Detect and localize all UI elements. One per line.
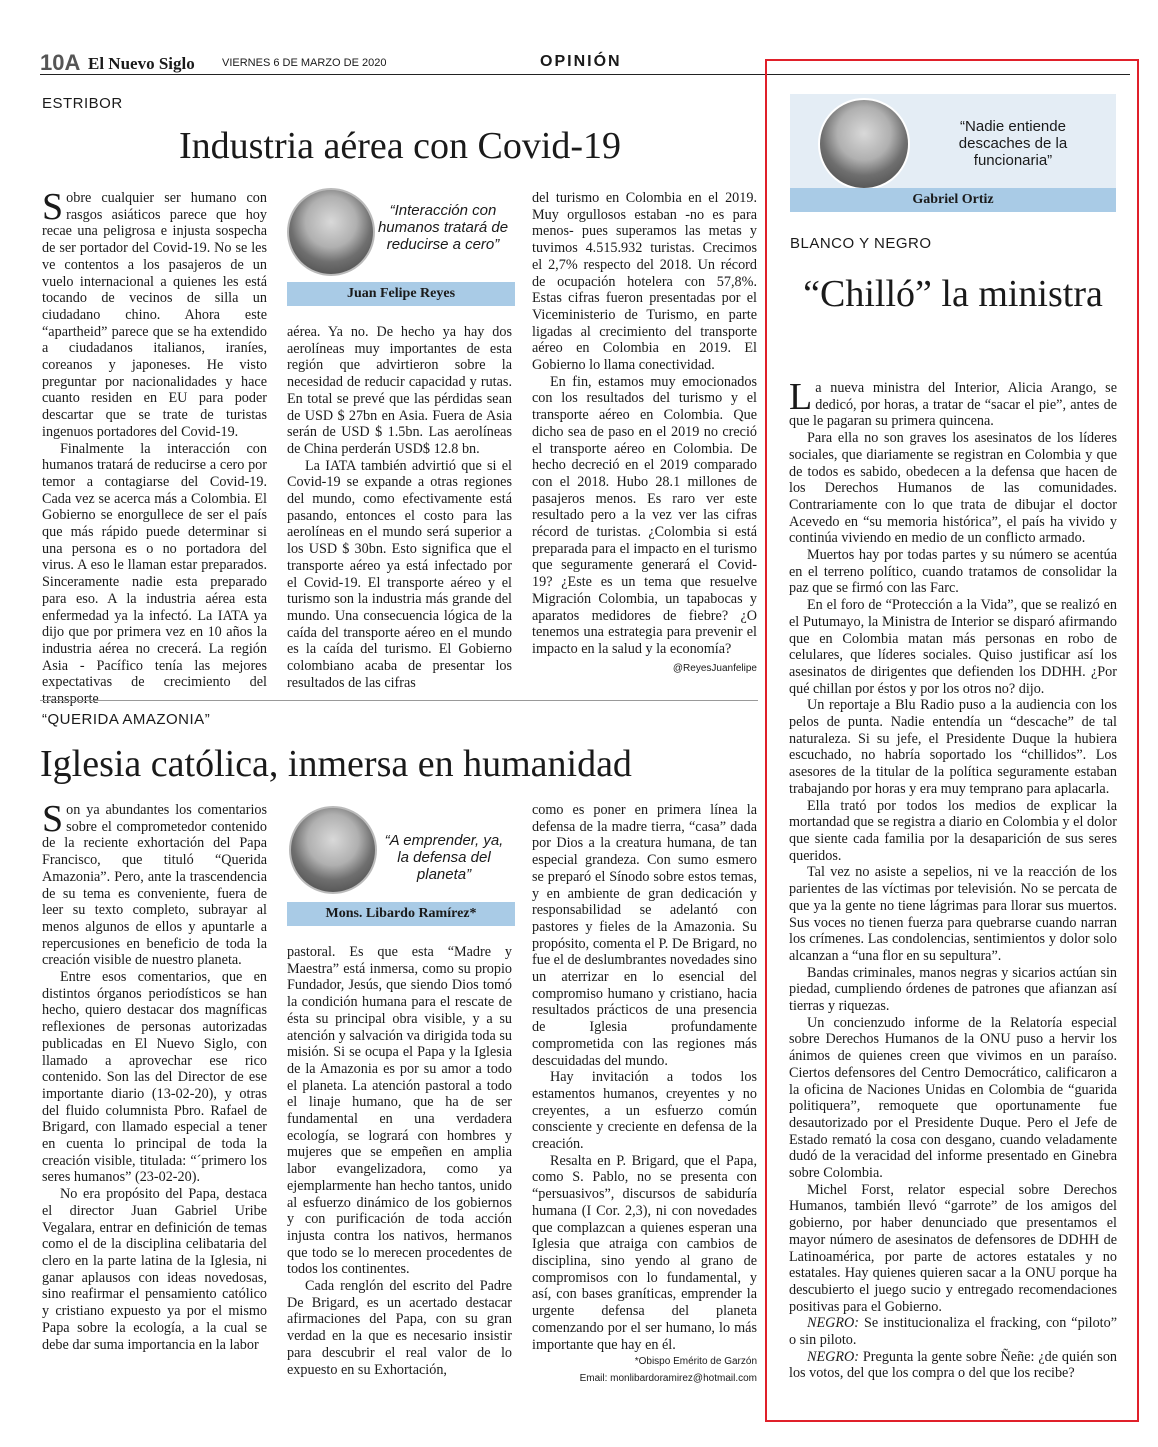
pull-quote: “Interacción con humanos tratará de reducirse a cero” — [377, 202, 509, 253]
article2-column-1: Son ya abundantes los comentarios sobre el comprometedor contenido de la reciente exhortación del Papa Francisco, que tituló “Querida Amazonia”. Pero, ante la trascendencia de su tema es conveniente, fuera de leer su texto completo, subrayar al menos algunos de ellos y apuntarle a repercusiones en beneficio de toda la creación visible de nuestro planeta. Entre esos comentarios, que en distintos órganos periodísticos se han hecho, quiero destacar dos magníficas reflexiones de personas autorizadas publicadas en El Nuevo Siglo, con llamado a aprovechar ese rico contenido. Son las del Director de ese importante diario (13-02-20), y otras del fluido columnista Pbro. Rafael de Brigard, con llamado especial a tener en cuenta lo principal de toda la creación visible, titulada: “´primero los seres humanos” (23-02-20). No era propósito del Papa, destaca el director Juan Gabriel Uribe Vegalara, entrar en definición de temas como el de la disciplina celibataria del clero en la parte latina de la Iglesia, ni ganar aplausos con ideas novedosas, sino reafirmar el pensamiento católico y cristiano expuesto ya por el mismo Papa sobre la ecología, a la cual se debe dar suma importancia en la labor — [42, 798, 267, 1353]
article2-column-2: pastoral. Es que esta “Madre y Maestra” está inmersa, como su propio Fundador, Jesús, que siendo Dios tomó la condición humana para el rescate de ésta su principal obra visible, y a su atención y salvación va dirigida toda su misión. Si se ocupa el Papa y la Iglesia de la Amazonia es por su amor a todo el planeta. La atención pastoral a todo el linaje humano, que ha de ser fundamental en una verdadera ecología, se logrará con hombres y mujeres que se empeñen en amplia labor evangelizadora, como ya ejemplarmente han hecho tantos, unido al esfuerzo dinámico de los gobiernos y con purificación de toda acción injusta contra los nativos, hermanos que todo se lo merecen procedentes de todos los continentes. Cada renglón del escrito del Padre De Brigard, es un acertado destacar afirmaciones del Papa, con su gran verdad en la que es necesario insistir para descubrir el real valor de lo expuesto en su Exhortación, — [287, 944, 512, 1378]
article3-body: La nueva ministra del Interior, Alicia Arango, se dedicó, por horas, a tratar de “sacar el pie”, antes de que le pagaran su primera quincena. Para ella no son graves los asesinatos de los líderes sociales, que diariamente se registran en Colombia y que de todos es sabido, obedecen a la defensa que hacen de los Derechos Humanos de las comunidades. Contrariamente con lo que trata de dibujar el doctor Acevedo en “su memoria histórica”, el país ha vivido y continúa viviendo en medio de un conflicto armado. Muertos hay por todas partes y su número se acentúa en el terreno político, cuando tratamos de consolidar la paz que se firmó con las Farc. En el foro de “Protección a la Vida”, que se realizó en el Putumayo, la Ministra de Interior se disparó afirmando que en Colombia matan más personas en robo de celulares, que líderes sociales. Quiso justificar así los asesinatos de dirigentes que defienden los DDHH. ¿Por qué chillan por éstos y por los otros no? dijo. Un reportaje a Blu Radio puso a la audiencia con los pelos de punta. Nadie entendía un “descache” de tal naturaleza. Si su jefe, el Presidente Duque la hubiera escuchado, no habría soportado los “chillidos”. Los asesores de la titular de la política seguramente estaban trabajando por horas y era muy temprano para aplacarla. Ella trató por todos los medios de explicar la mortandad que se registra a diario en Colombia y el dolor que siente cada familia por la desaparición de sus seres queridos. Tal vez no asiste a sepelios, ni ve la reacción de los parientes de las víctimas por televisión. No se percata de que ya la gente no tiene lágrimas para llorar sus muertos. Sus voces no tienen fuerza para quebrarse cuando narran los crímenes. Las condolencias, sentimientos y dolor solo alcanzan a “una flor en su sepultura”. Bandas criminales, manos negras y sicarios actúan sin piedad, cumpliendo órdenes de patrones que afianzan así tierras y riquezas. Un concienzudo informe de la Relatoría especial sobre Derechos Humanos de la ONU puso a hervir los ánimos de quienes creen que vivimos en un paraíso. Ciertos defensores del Centro Democrático, calificaron a la oficina de Naciones Unidas en Colombia de “guarida politiquera”, remoquete que oportunamente fue desautorizado por el Presidente Duque. Pero el Jefe de Estado remató la cosa con desgano, cuando veladamente dudó de la veracidad del informe presentado en Ginebra sobre Colombia. Michel Forst, relator especial sobre Derechos Humanos, también llevó “garrote” de los amigos del gobierno, por haber denunciado que presentamos el mayor número de asesinatos de defensores de DDHH de Latinoamérica, por parte de actores estatales y no estatales. Hay quienes quieren sacar a la ONU porque ha descubierto el juego sucio y entregado recomendaciones positivas para el Gobierno. NEGRO: Se institucionaliza el fracking, con “piloto” o sin piloto. NEGRO: Pregunta la gente sobre Ñeñe: ¿de quién son los votos, del que los compra o del que los recibe? — [789, 376, 1118, 1382]
author-email: Email: monlibardoramirez@hotmail.com — [579, 1373, 757, 1384]
author-name: Juan Felipe Reyes — [287, 282, 515, 306]
drop-cap: S — [42, 186, 64, 228]
drop-cap: L — [789, 376, 813, 418]
article2-title: Iglesia católica, inmersa en humanidad — [40, 743, 632, 785]
pull-quote: “Nadie entiende descaches de la funcionaria” — [958, 118, 1068, 169]
article2-column-3: como es poner en primera línea la defensa de la madre tierra, “casa” dada por Dios a la creatura humana, de tan especial grandeza. Con sumo esmero se preparó el Sínodo sobre estos temas, y en ambiente de gran dedicación y responsabilidad se adelantó con pastores y fieles de la Amazonia. Su propósito, comenta el P. De Brigard, no fue el de deslumbrantes novedades sino un aterrizar en lo esencial del compromiso humano y cristiano, hacia resultados prácticos de una presencia de Iglesia profundamente comprometida con las regiones más descuidadas del mundo. Hay invitación a todos los estamentos humanos, creyentes y no creyentes, a un esfuerzo común consciente y creciente en defensa de la creación. Resalta en P. Brigard, que el Papa, como S. Pablo, no se presenta con “persuasivos”, discursos de sabiduría humana (I Cor. 2,3), ni con novedades que complazcan a quienes esperan una Iglesia que atraiga con cambios de disciplina, sino yendo al grano de compromisos con lo fundamental, y así, con bases graníticas, emprender la urgente defensa del planeta comenzando por el ser humano, lo más importante que hay en él. — [532, 802, 757, 1353]
divider — [40, 700, 758, 701]
author-name: Gabriel Ortiz — [790, 188, 1116, 212]
author-photo — [289, 806, 377, 894]
article2-quote-box — [287, 806, 515, 926]
article1-quote-box — [287, 188, 515, 306]
article1-column-3: del turismo en Colombia en el 2019. Muy orgullosos estaban -no es para menos- pues superamos las metas y tuvimos 4.515.932 turistas. Crecimos el 2,7% respecto del 2018. Un récord de ocupación hotelera con 57,8%. Estas cifras fueron presentadas por el Viceministerio de Turismo, en parte ligadas al crecimiento del transporte aéreo en Colombia en 2019. El Gobierno lo llama conectividad. En fin, estamos muy emocionados con los resultados del turismo y el transporte aéreo en Colombia. Que dicho sea de paso en el 2019 no creció el transporte aéreo en Colombia. De hecho decreció en el 2019 comparado con el 2018. Hubo 28.1 millones de pasajeros menos. Es raro ver este resultado pero a la vez ver las cifras récord de turistas. ¿Colombia si está preparada para el impacto en el turismo que seguramente generará el Covid-19? ¿Este es un tema que resuelve Migración Colombia, un tapabocas y aparatos medidores de fiebre? ¿O tenemos una estrategia para prevenir el impacto en la salud y la economía? — [532, 190, 757, 657]
article3-kicker: BLANCO Y NEGRO — [790, 235, 932, 252]
section-title: OPINIÓN — [540, 53, 622, 70]
author-photo — [818, 98, 910, 190]
author-name: Mons. Libardo Ramírez* — [287, 902, 515, 926]
article1-column-2: aérea. Ya no. De hecho ya hay dos aerolíneas muy importantes de esta región que advirtieron sobre la necesidad de reducir capacidad y rutas. En total se prevé que las pérdidas sean de USD $ 27bn en Asia. Fuera de Asia serán de USD $ 1.5bn. Las aerolíneas de China perderán USD$ 12.8 bn. La IATA también advirtió que si el Covid-19 se expande a otras regiones del mundo, como efectivamente está pasando, entonces el costo para las aerolíneas en el mundo será superior a los USD $ 30bn. Esto significa que el transporte aéreo ya está infectado por el Covid-19. El transporte aéreo y el turismo son la industria más grande del mundo. Una consecuencia lógica de la caída del transporte aéreo en el mundo es la caída del turismo. El Gobierno colombiano acaba de presentar los resultados de las cifras — [287, 324, 512, 691]
article1-column-1: Sobre cualquier ser humano con rasgos asiáticos parece que hoy recae una peligrosa e injusta sospecha de ser portador del Covid-19. No se les ve contentos a los pasajeros de un vuelo internacional a quienes les está tocando de vecinos de silla un ciudadano chino. Ahora este “apartheid” parece que se ha extendido a ciudadanos italianos, iraníes, coreanos y japoneses. He visto preguntar por nacionalidades y hace cuanto residen en EU para poder descartar que se trate de turistas ingenuos portadores del Covid-19. Finalmente la interacción con humanos tratará de reducirse a cero por temor a contagiarse del Covid-19. Cada vez se acerca más a Colombia. El Gobierno se enorgullece de ser el país que más rápido puede determinar si una persona es o no portadora del virus. A eso le llaman estar preparados. Sinceramente nadie esta preparado para eso. A la industria aérea esta enfermedad ya la infectó. La IATA ya dijo que por primera vez en 10 años la industria aérea no crecerá. La región Asia - Pacífico tenía las mejores expectativas de crecimiento del transporte — [42, 186, 267, 708]
issue-date: VIERNES 6 DE MARZO DE 2020 — [222, 57, 387, 69]
author-footnote: *Obispo Emérito de Garzón — [634, 1356, 757, 1367]
newspaper-name: El Nuevo Siglo — [88, 54, 195, 73]
article1-kicker: ESTRIBOR — [42, 95, 123, 112]
pull-quote: “A emprender, ya, la defensa del planeta” — [384, 832, 504, 883]
article2-kicker: “QUERIDA AMAZONIA” — [42, 711, 211, 728]
drop-cap: S — [42, 798, 64, 840]
negro-note-1: NEGRO: Se institucionaliza el fracking, con “piloto” o sin piloto. — [789, 1315, 1117, 1349]
article1-title: Industria aérea con Covid-19 — [178, 125, 622, 167]
author-photo — [287, 188, 375, 276]
article3-quote-box — [790, 94, 1116, 212]
article3-title: “Chilló” la ministra — [803, 273, 1103, 315]
author-handle: @ReyesJuanfelipe — [672, 663, 757, 674]
page-number: 10A — [40, 50, 81, 75]
negro-note-2: NEGRO: Pregunta la gente sobre Ñeñe: ¿de quién son los votos, del que los compra o del que los recibe? — [789, 1348, 1118, 1382]
